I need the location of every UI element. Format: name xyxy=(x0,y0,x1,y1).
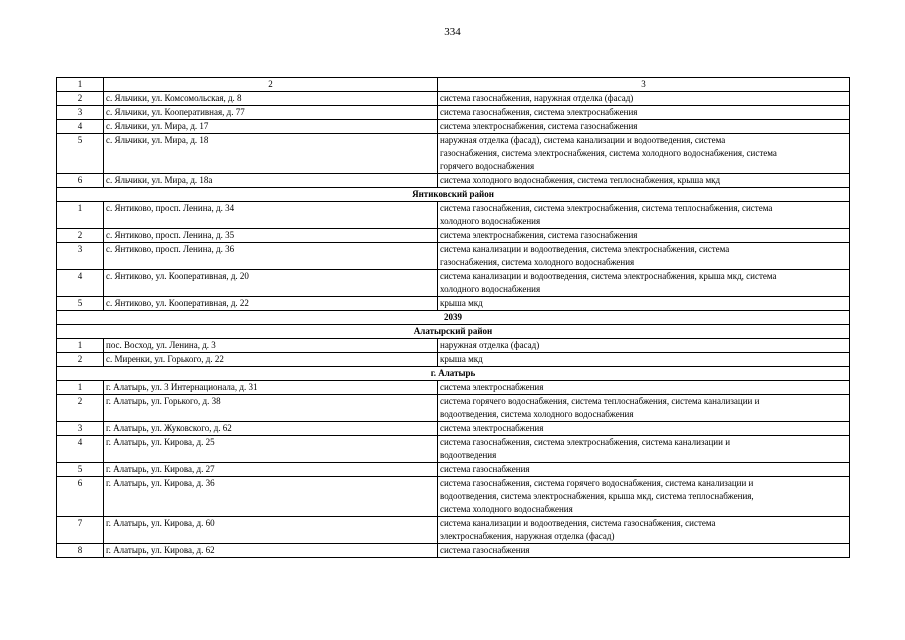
address-cell: с. Яльчики, ул. Комсомольская, д. 8 xyxy=(104,92,438,106)
works-cell xyxy=(438,202,850,229)
address-cell: с. Янтиково, просп. Ленина, д. 36 xyxy=(104,243,438,270)
header-cell-works: 3 xyxy=(438,78,850,92)
table-row xyxy=(57,395,850,422)
works-text: система электроснабжения xyxy=(440,382,544,392)
address-cell: пос. Восход, ул. Ленина, д. 3 xyxy=(104,339,438,353)
row-number-cell: 5 xyxy=(57,463,104,477)
section-header-row xyxy=(57,311,850,325)
table-row xyxy=(57,120,850,134)
row-number-cell: 8 xyxy=(57,544,104,558)
row-number-cell: 3 xyxy=(57,422,104,436)
address-cell: с. Яльчики, ул. Мира, д. 18 xyxy=(104,134,438,174)
works-cell xyxy=(438,174,850,188)
table-row xyxy=(57,92,850,106)
table-row xyxy=(57,339,850,353)
address-cell: г. Алатырь, ул. Кирова, д. 62 xyxy=(104,544,438,558)
works-text: система газоснабжения, наружная отделка (фасад) xyxy=(440,93,634,103)
address-cell: с. Янтиково, ул. Кооперативная, д. 20 xyxy=(104,270,438,297)
row-number-cell: 3 xyxy=(57,106,104,120)
row-number-cell: 4 xyxy=(57,120,104,134)
works-text: система электроснабжения, система газоснабжения xyxy=(440,230,638,240)
table-row xyxy=(57,270,850,297)
row-number-cell: 6 xyxy=(57,477,104,517)
works-text: крыша мкд xyxy=(440,354,483,364)
works-cell xyxy=(438,422,850,436)
works-cell xyxy=(438,297,850,311)
works-text: система газоснабжения, система электроснабжения, система теплоснабжения, система холодного водоснабжения xyxy=(440,203,773,226)
row-number-cell: 1 xyxy=(57,339,104,353)
works-cell xyxy=(438,436,850,463)
section-title: 2039 xyxy=(57,311,850,325)
works-cell xyxy=(438,463,850,477)
row-number-cell: 2 xyxy=(57,395,104,422)
section-title: г. Алатырь xyxy=(57,367,850,381)
housing-repair-table xyxy=(56,77,850,558)
works-cell xyxy=(438,395,850,422)
address-cell: с. Яльчики, ул. Мира, д. 18а xyxy=(104,174,438,188)
table-row xyxy=(57,517,850,544)
works-text: система газоснабжения, система электроснабжения xyxy=(440,107,638,117)
works-text: наружная отделка (фасад) xyxy=(440,340,540,350)
works-cell xyxy=(438,229,850,243)
header-cell-address: 2 xyxy=(104,78,438,92)
address-cell: г. Алатырь, ул. Кирова, д. 36 xyxy=(104,477,438,517)
row-number-cell: 1 xyxy=(57,202,104,229)
works-text: крыша мкд xyxy=(440,298,483,308)
works-cell xyxy=(438,353,850,367)
header-cell-number: 1 xyxy=(57,78,104,92)
works-cell xyxy=(438,134,850,174)
section-header-row xyxy=(57,325,850,339)
table-row xyxy=(57,134,850,174)
section-title: Янтиковский район xyxy=(57,188,850,202)
works-cell xyxy=(438,477,850,517)
works-text: система газоснабжения xyxy=(440,545,530,555)
table-row xyxy=(57,229,850,243)
table-row xyxy=(57,106,850,120)
table-header-row xyxy=(57,78,850,92)
works-cell xyxy=(438,544,850,558)
works-text: система холодного водоснабжения, система теплоснабжения, крыша мкд xyxy=(440,175,721,185)
row-number-cell: 2 xyxy=(57,229,104,243)
table-row xyxy=(57,463,850,477)
works-text: наружная отделка (фасад), система канализации и водоотведения, система газоснабжения, система электроснабжения, система холодного водоснабжения, система горячего водоснабжения xyxy=(440,135,777,171)
works-text: система газоснабжения, система электроснабжения, система канализации и водоотведения xyxy=(440,437,731,460)
page-number: 334 xyxy=(444,26,461,38)
table-row xyxy=(57,353,850,367)
row-number-cell: 2 xyxy=(57,353,104,367)
address-cell: с. Яльчики, ул. Мира, д. 17 xyxy=(104,120,438,134)
works-cell xyxy=(438,339,850,353)
row-number-cell: 4 xyxy=(57,436,104,463)
table-row xyxy=(57,422,850,436)
address-cell: г. Алатырь, ул. Кирова, д. 25 xyxy=(104,436,438,463)
address-cell: с. Янтиково, просп. Ленина, д. 35 xyxy=(104,229,438,243)
table-row xyxy=(57,544,850,558)
row-number-cell: 4 xyxy=(57,270,104,297)
works-text: система канализации и водоотведения, система газоснабжения, система электроснабжения, наружная отделка (фасад) xyxy=(440,518,716,541)
section-header-row xyxy=(57,188,850,202)
works-text: система канализации и водоотведения, система электроснабжения, система газоснабжения, система холодного водоснабжения xyxy=(440,244,730,267)
works-cell xyxy=(438,92,850,106)
address-cell: с. Яльчики, ул. Кооперативная, д. 77 xyxy=(104,106,438,120)
works-cell xyxy=(438,381,850,395)
works-cell xyxy=(438,270,850,297)
works-cell xyxy=(438,106,850,120)
table-row xyxy=(57,477,850,517)
row-number-cell: 1 xyxy=(57,381,104,395)
section-header-row xyxy=(57,367,850,381)
works-text: система канализации и водоотведения, система электроснабжения, крыша мкд, система холодного водоснабжения xyxy=(440,271,777,294)
section-title: Алатырский район xyxy=(57,325,850,339)
row-number-cell: 6 xyxy=(57,174,104,188)
works-text: система газоснабжения, система горячего водоснабжения, система канализации и водоотведения, система электроснабжения, крыша мкд, система теплоснабжения, система холодного водоснабжения xyxy=(440,478,754,514)
address-cell: г. Алатырь, ул. Кирова, д. 60 xyxy=(104,517,438,544)
row-number-cell: 3 xyxy=(57,243,104,270)
address-cell: с. Янтиково, просп. Ленина, д. 34 xyxy=(104,202,438,229)
row-number-cell: 5 xyxy=(57,297,104,311)
table-body xyxy=(57,78,850,558)
address-cell: с. Миренки, ул. Горького, д. 22 xyxy=(104,353,438,367)
table-row xyxy=(57,174,850,188)
table-row xyxy=(57,436,850,463)
works-cell xyxy=(438,120,850,134)
works-cell xyxy=(438,243,850,270)
address-cell: г. Алатырь, ул. Горького, д. 38 xyxy=(104,395,438,422)
table-row xyxy=(57,381,850,395)
works-text: система горячего водоснабжения, система теплоснабжения, система канализации и водоотведения, система холодного водоснабжения xyxy=(440,396,760,419)
table-row xyxy=(57,202,850,229)
works-text: система газоснабжения xyxy=(440,464,530,474)
table-row xyxy=(57,243,850,270)
works-text: система электроснабжения, система газоснабжения xyxy=(440,121,638,131)
table-row xyxy=(57,297,850,311)
address-cell: г. Алатырь, ул. Жуковского, д. 62 xyxy=(104,422,438,436)
row-number-cell: 2 xyxy=(57,92,104,106)
works-cell xyxy=(438,517,850,544)
row-number-cell: 5 xyxy=(57,134,104,174)
works-text: система электроснабжения xyxy=(440,423,544,433)
row-number-cell: 7 xyxy=(57,517,104,544)
address-cell: с. Янтиково, ул. Кооперативная, д. 22 xyxy=(104,297,438,311)
address-cell: г. Алатырь, ул. Кирова, д. 27 xyxy=(104,463,438,477)
address-cell: г. Алатырь, ул. 3 Интернационала, д. 31 xyxy=(104,381,438,395)
